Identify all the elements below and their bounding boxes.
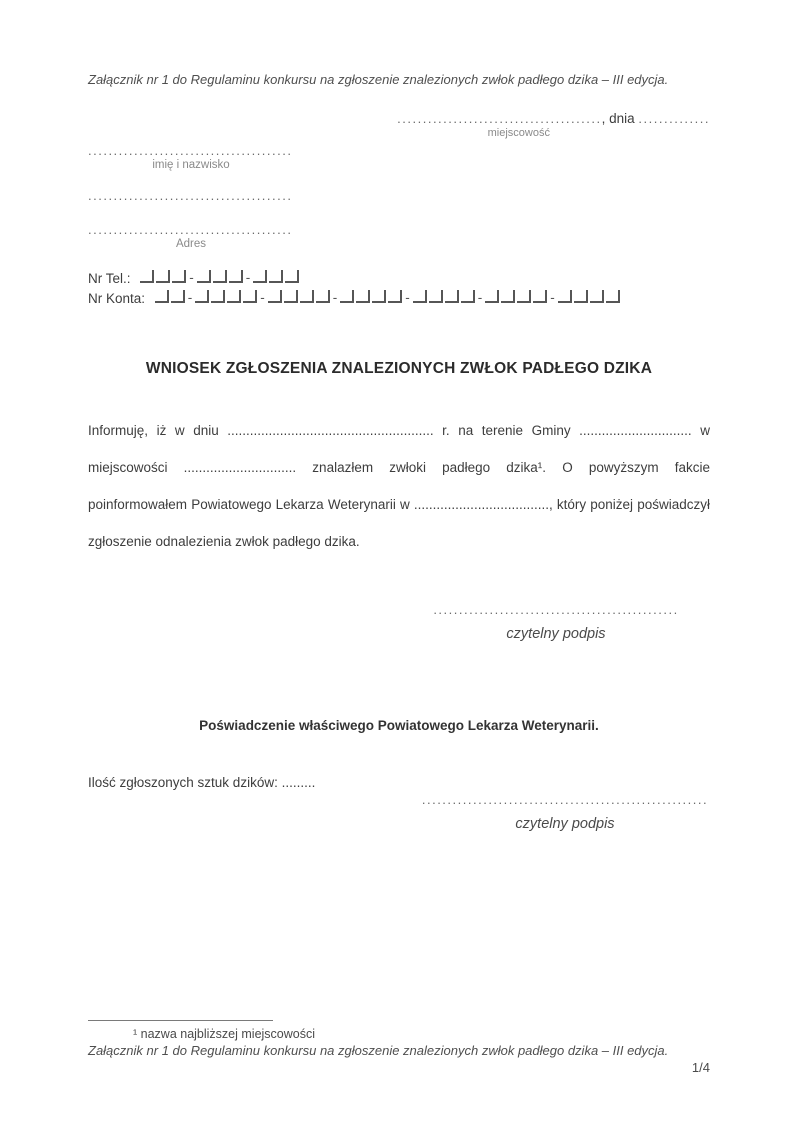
name-caption: imię i nazwisko xyxy=(152,159,230,171)
signature-caption-1: czytelny podpis xyxy=(506,626,606,642)
signature-block-1 xyxy=(426,602,686,642)
page-number: 1/4 xyxy=(691,1060,710,1075)
account-digit-boxes: - - - - - - xyxy=(155,291,622,306)
phone-digit-boxes: - - xyxy=(140,271,301,286)
signature-blank-1: ................................................ xyxy=(433,602,679,617)
address-blank-1: ........................................ xyxy=(88,188,293,203)
signature-blank-2: ........................................................ xyxy=(421,792,709,807)
place-blank: ........................................ xyxy=(397,111,602,126)
applicant-block xyxy=(88,143,710,250)
phone-row xyxy=(88,270,710,286)
header-note: Załącznik nr 1 do Regulaminu konkursu na zgłoszenie znalezionych zwłok padłego dzika – III edycja. xyxy=(88,72,669,87)
page-footer xyxy=(88,1020,710,1075)
signature-block-2 xyxy=(420,792,710,832)
dnia-label: , dnia xyxy=(601,111,639,126)
name-blank-block xyxy=(88,143,294,171)
signature-caption-2: czytelny podpis xyxy=(515,816,615,832)
attestation-heading: Poświadczenie właściwego Powiatowego Lekarza Weterynarii. xyxy=(199,718,599,733)
footer-note: Załącznik nr 1 do Regulaminu konkursu na zgłoszenie znalezionych zwłok padłego dzika – III edycja. xyxy=(88,1043,669,1058)
date-line xyxy=(88,111,710,126)
address-blank-block-2 xyxy=(88,222,294,250)
document-title: WNIOSEK ZGŁOSZENIA ZNALEZIONYCH ZWŁOK PADŁEGO DZIKA xyxy=(145,360,653,377)
account-label: Nr Konta: xyxy=(88,291,146,306)
address-blank-block-1 xyxy=(88,188,294,203)
date-blank: .............. xyxy=(638,111,710,126)
address-caption: Adres xyxy=(175,238,207,250)
name-blank: ........................................ xyxy=(88,143,293,158)
phone-label: Nr Tel.: xyxy=(88,271,131,286)
footnote-divider xyxy=(88,1020,273,1021)
place-caption: miejscowość xyxy=(487,127,550,139)
body-paragraph: Informuję, iż w dniu ....................................................... r. na terenie Gminy .............................. w miejscowości .............................. znalazłem zwłoki padłego dzika¹. O powyższym fakcie poinformowałem Powiatowego Lekarza Weterynarii w ...................................., który poniżej poświadczył zgłoszenie odnalezienia zwłok padłego dzika. xyxy=(88,423,710,549)
boar-count-line: Ilość zgłoszonych sztuk dzików: ......... xyxy=(88,775,316,790)
address-blank-2: ........................................ xyxy=(88,222,293,237)
footnote-text: ¹ nazwa najbliższej miejscowości xyxy=(133,1027,316,1041)
account-row xyxy=(88,290,710,306)
